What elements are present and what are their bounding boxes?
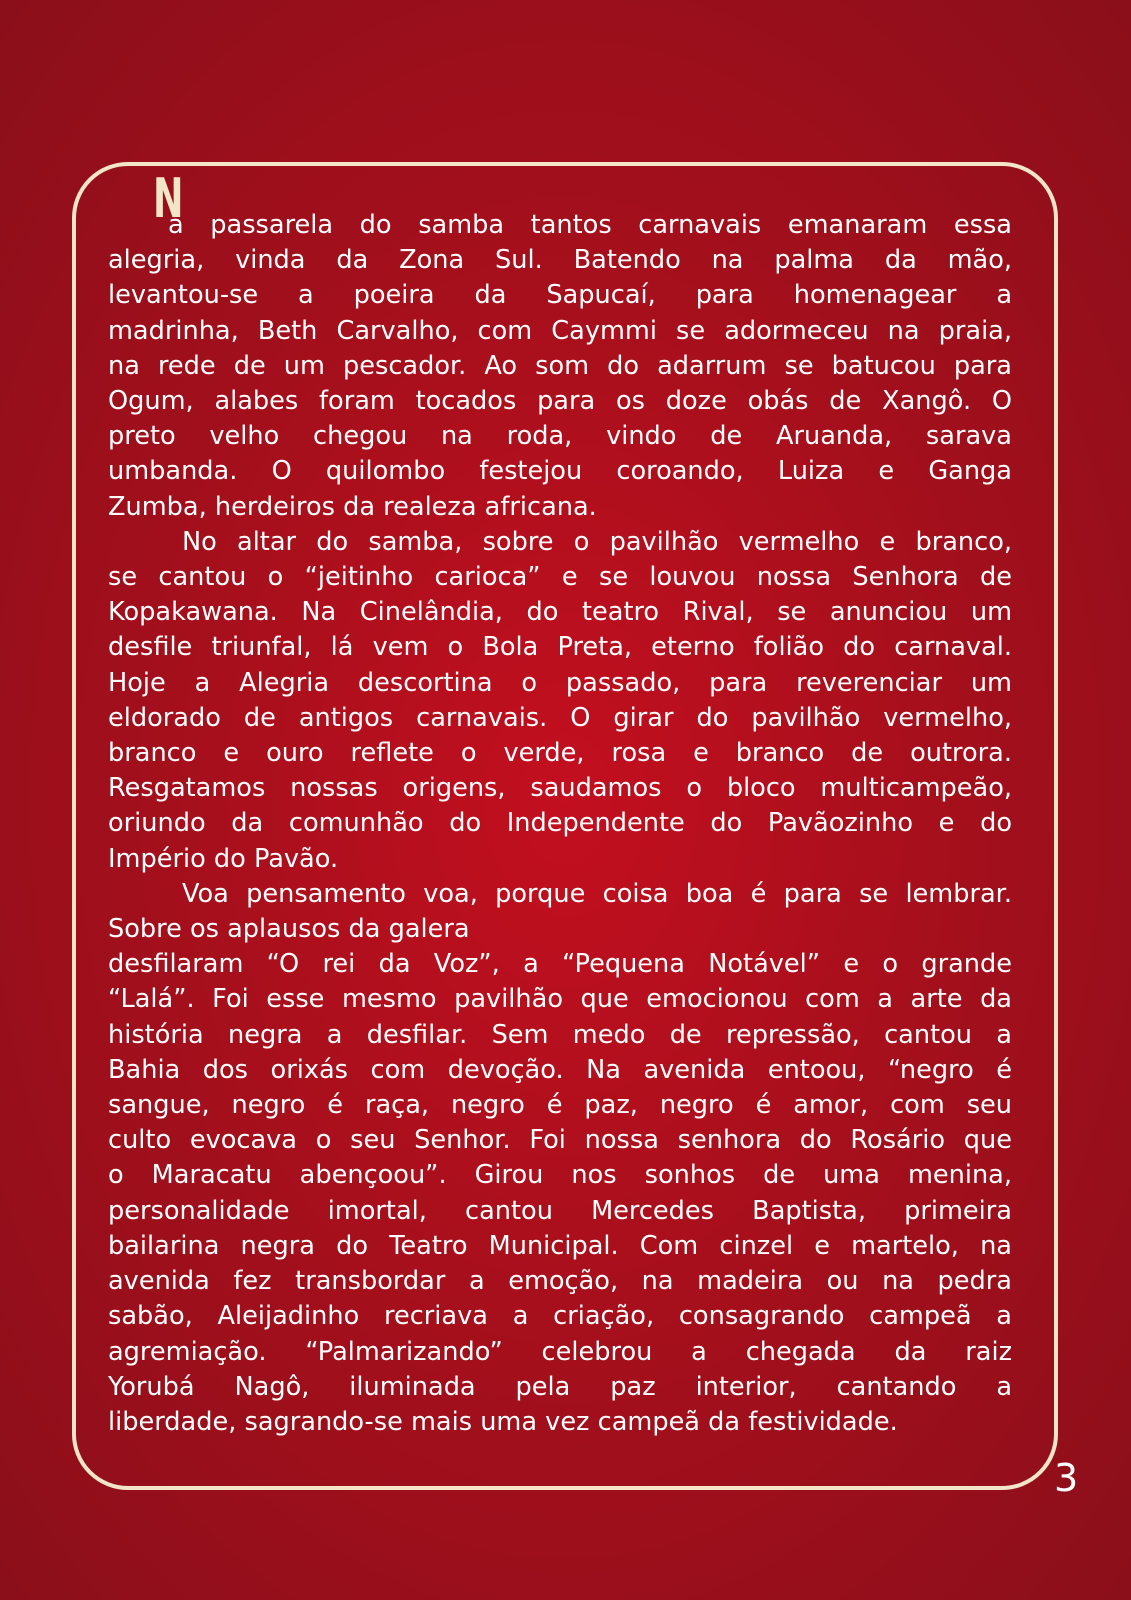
text-line: Resgatamos nossas origens, saudamos o bloco multicampeão, [108, 773, 1012, 804]
text-line: preto velho chegou na roda, vindo de Aruanda, sarava [108, 421, 1012, 452]
text-line: alegria, vinda da Zona Sul. Batendo na palma da mão, [108, 245, 1012, 276]
text-line: se cantou o “jeitinho carioca” e se louvou nossa Senhora de [108, 562, 1012, 593]
text-line: Kopakawana. Na Cinelândia, do teatro Rival, se anunciou um [108, 597, 1012, 628]
text-line: Zumba, herdeiros da realeza africana. [108, 491, 597, 522]
text-line: Império do Pavão. [108, 843, 339, 874]
text-line: o Maracatu abençoou”. Girou nos sonhos de uma menina, [108, 1160, 1012, 1191]
text-line: levantou-se a poeira da Sapucaí, para homenagear a [108, 280, 1012, 311]
text-line: sabão, Aleijadinho recriava a criação, consagrando campeã a [108, 1301, 1012, 1332]
page-number: 3 [1054, 1456, 1079, 1500]
text-line: história negra a desfilar. Sem medo de repressão, cantou a [108, 1019, 1012, 1050]
text-line: sangue, negro é raça, negro é paz, negro é amor, com seu [108, 1090, 1012, 1121]
text-line: a passarela do samba tantos carnavais emanaram essa [168, 210, 1012, 240]
text-line: Sobre os aplausos da galera [108, 914, 470, 945]
text-line: avenida fez transbordar a emoção, na madeira ou na pedra [108, 1266, 1012, 1297]
text-line: personalidade imortal, cantou Mercedes Baptista, primeira [108, 1195, 1012, 1226]
drop-cap: N [153, 167, 184, 230]
text-line: No altar do samba, sobre o pavilhão vermelho e branco, [182, 526, 1012, 557]
text-line: Hoje a Alegria descortina o passado, para reverenciar um [108, 667, 1012, 698]
text-line: “Lalá”. Foi esse mesmo pavilhão que emocionou com a arte da [108, 984, 1012, 1015]
text-line: na rede de um pescador. Ao som do adarrum se batucou para [108, 350, 1012, 381]
text-line: eldorado de antigos carnavais. O girar do pavilhão vermelho, [108, 702, 1012, 733]
text-line: culto evocava o seu Senhor. Foi nossa senhora do Rosário que [108, 1125, 1012, 1156]
text-line: desfile triunfal, lá vem o Bola Preta, eterno folião do carnaval. [108, 632, 1012, 663]
text-line: oriundo da comunhão do Independente do Pavãozinho e do [108, 808, 1012, 839]
text-line: Ogum, alabes foram tocados para os doze obás de Xangô. O [108, 386, 1012, 417]
text-line: bailarina negra do Teatro Municipal. Com cinzel e martelo, na [108, 1230, 1012, 1261]
text-line: umbanda. O quilombo festejou coroando, Luiza e Ganga [108, 456, 1012, 487]
text-line: branco e ouro reflete o verde, rosa e branco de outrora. [108, 738, 1012, 769]
text-line: Voa pensamento voa, porque coisa boa é para se lembrar. [182, 878, 1012, 909]
text-line: liberdade, sagrando-se mais uma vez campeã da festividade. [108, 1406, 898, 1437]
body-text [108, 208, 1012, 1440]
text-line: madrinha, Beth Carvalho, com Caymmi se adormeceu na praia, [108, 315, 1012, 346]
text-line: Bahia dos orixás com devoção. Na avenida entoou, “negro é [108, 1054, 1012, 1085]
text-line: Yorubá Nagô, iluminada pela paz interior, cantando a [108, 1371, 1012, 1402]
text-line: desfilaram “O rei da Voz”, a “Pequena Notável” e o grande [108, 949, 1012, 980]
text-line: agremiação. “Palmarizando” celebrou a chegada da raiz [108, 1336, 1012, 1367]
